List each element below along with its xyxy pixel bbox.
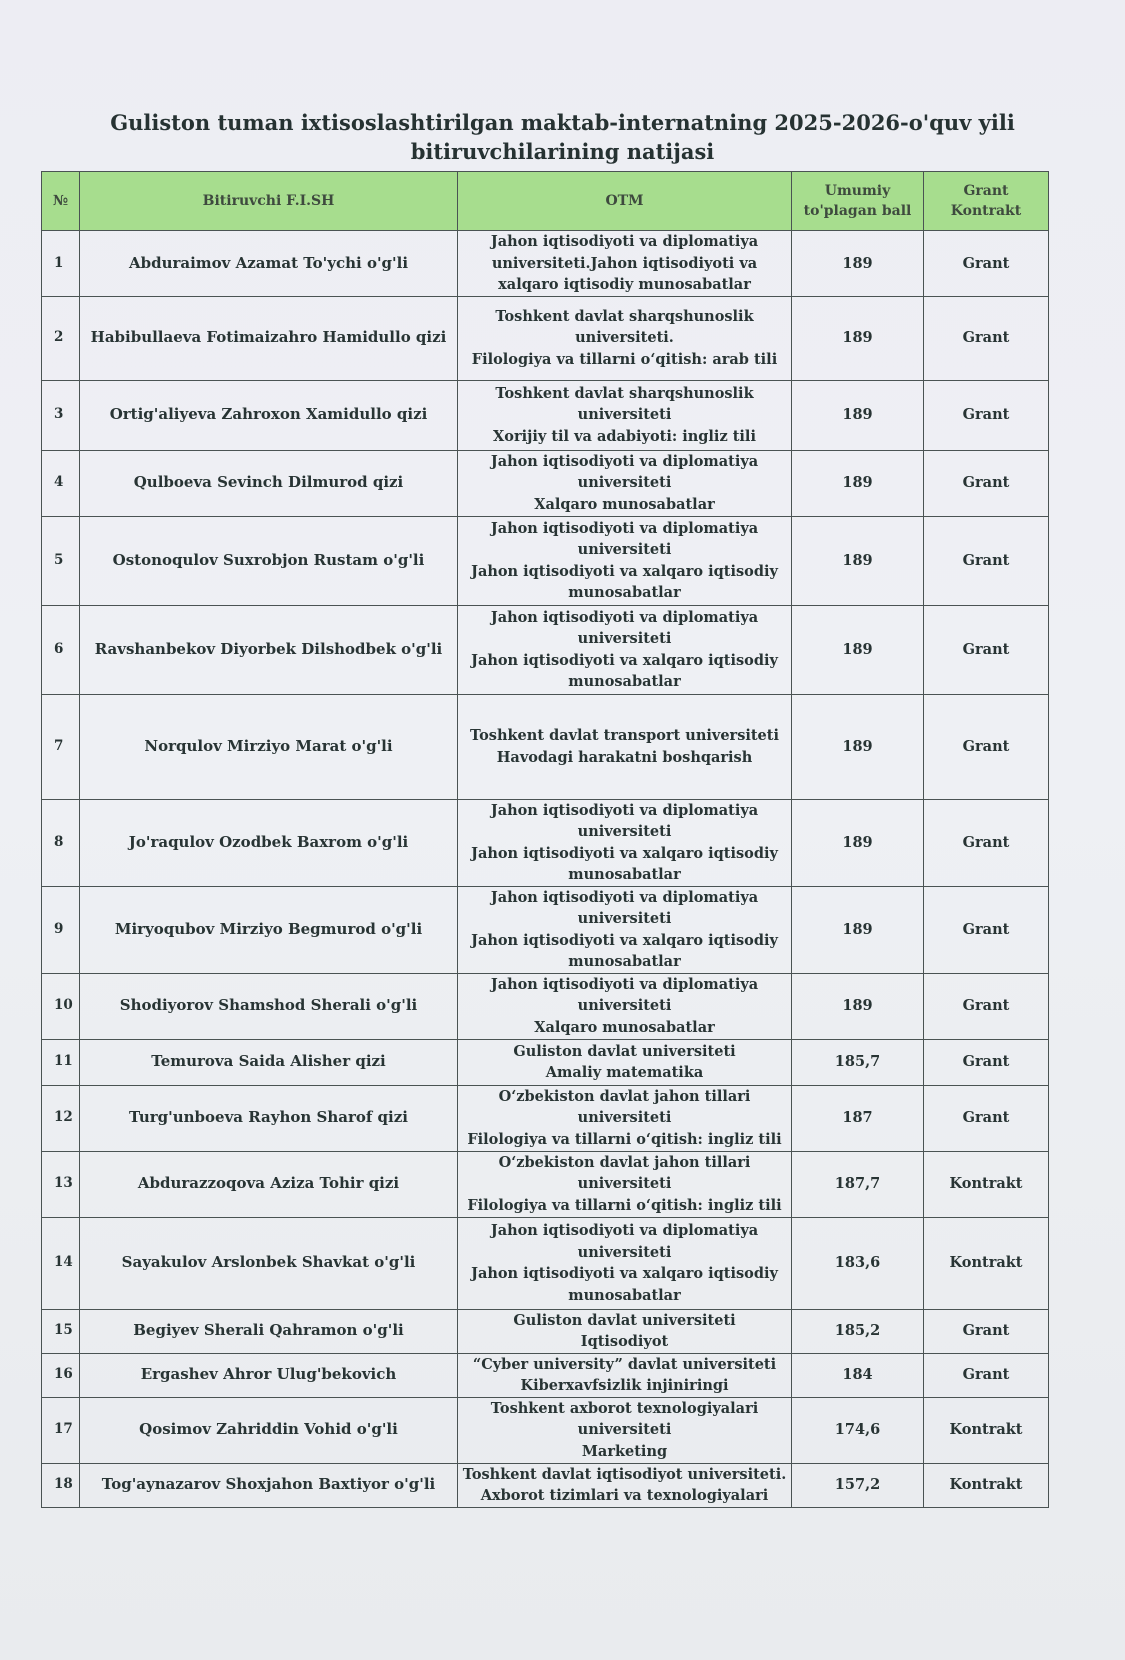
document-title-line-1: Guliston tuman ixtisoslashtirilgan maktab-internatning 2025-2026-o'quv yili [110, 110, 1015, 135]
admission-status: Grant [924, 694, 1049, 799]
admission-status: Grant [924, 296, 1049, 380]
score: 185,7 [792, 1039, 924, 1085]
admission-status: Grant [924, 1039, 1049, 1085]
row-number: 5 [42, 516, 80, 605]
graduate-name: Temurova Saida Alisher qizi [80, 1039, 458, 1085]
header-number: № [42, 172, 80, 231]
row-number: 13 [42, 1151, 80, 1217]
admission-status: Grant [924, 605, 1049, 694]
row-number: 4 [42, 450, 80, 516]
score: 189 [792, 973, 924, 1039]
table-row [42, 516, 1049, 605]
document-title [40, 108, 1085, 166]
graduate-name: Abdurazzoqova Aziza Tohir qizi [80, 1151, 458, 1217]
table-row [42, 1397, 1049, 1463]
score: 185,2 [792, 1309, 924, 1353]
table-row [42, 605, 1049, 694]
university-program: Toshkent davlat sharqshunoslik universiteti Xorijiy til va adabiyoti: ingliz tili [458, 380, 792, 450]
row-number: 1 [42, 231, 80, 297]
score: 189 [792, 516, 924, 605]
row-number: 14 [42, 1217, 80, 1309]
table-row [42, 694, 1049, 799]
graduate-name: Ravshanbekov Diyorbek Dilshodbek o'g'li [80, 605, 458, 694]
graduate-name: Tog'aynazarov Shoxjahon Baxtiyor o'g'li [80, 1463, 458, 1507]
university-program: “Cyber university” davlat universiteti Kiberxavfsizlik injiniringi [458, 1353, 792, 1397]
row-number: 7 [42, 694, 80, 799]
row-number: 11 [42, 1039, 80, 1085]
admission-status: Kontrakt [924, 1463, 1049, 1507]
admission-status: Grant [924, 380, 1049, 450]
score: 189 [792, 694, 924, 799]
table-row [42, 973, 1049, 1039]
graduate-name: Begiyev Sherali Qahramon o'g'li [80, 1309, 458, 1353]
graduate-name: Habibullaeva Fotimaizahro Hamidullo qizi [80, 296, 458, 380]
table-header-row [42, 172, 1049, 231]
score: 187,7 [792, 1151, 924, 1217]
row-number: 17 [42, 1397, 80, 1463]
table-row [42, 1353, 1049, 1397]
admission-status: Grant [924, 799, 1049, 886]
row-number: 3 [42, 380, 80, 450]
header-ball: Umumiy to'plagan ball [792, 172, 924, 231]
university-program: Jahon iqtisodiyoti va diplomatiya universiteti Jahon iqtisodiyoti va xalqaro iqtisodiy munosabatlar [458, 1217, 792, 1309]
university-program: O‘zbekiston davlat jahon tillari universiteti Filologiya va tillarni o‘qitish: ingliz tili [458, 1085, 792, 1151]
admission-status: Grant [924, 1085, 1049, 1151]
university-program: Jahon iqtisodiyoti va diplomatiya universiteti Jahon iqtisodiyoti va xalqaro iqtisodiy munosabatlar [458, 516, 792, 605]
graduate-name: Abduraimov Azamat To'ychi o'g'li [80, 231, 458, 297]
graduate-name: Qulboeva Sevinch Dilmurod qizi [80, 450, 458, 516]
score: 189 [792, 886, 924, 973]
document-title-line-2: bitiruvchilarining natijasi [410, 139, 715, 164]
table-row [42, 380, 1049, 450]
row-number: 18 [42, 1463, 80, 1507]
table-row [42, 1309, 1049, 1353]
score: 189 [792, 799, 924, 886]
row-number: 9 [42, 886, 80, 973]
graduate-name: Turg'unboeva Rayhon Sharof qizi [80, 1085, 458, 1151]
row-number: 10 [42, 973, 80, 1039]
header-otm: OTM [458, 172, 792, 231]
admission-status: Grant [924, 886, 1049, 973]
score: 189 [792, 231, 924, 297]
table-row [42, 1039, 1049, 1085]
results-table [41, 171, 1049, 1508]
table-row [42, 1085, 1049, 1151]
graduate-name: Qosimov Zahriddin Vohid o'g'li [80, 1397, 458, 1463]
university-program: Guliston davlat universiteti Iqtisodiyot [458, 1309, 792, 1353]
university-program: Jahon iqtisodiyoti va diplomatiya universiteti Xalqaro munosabatlar [458, 973, 792, 1039]
university-program: Jahon iqtisodiyoti va diplomatiya universiteti Xalqaro munosabatlar [458, 450, 792, 516]
table-row [42, 1463, 1049, 1507]
university-program: Toshkent axborot texnologiyalari universiteti Marketing [458, 1397, 792, 1463]
graduate-name: Jo'raqulov Ozodbek Baxrom o'g'li [80, 799, 458, 886]
university-program: Guliston davlat universiteti Amaliy matematika [458, 1039, 792, 1085]
score: 157,2 [792, 1463, 924, 1507]
table-row [42, 799, 1049, 886]
graduate-name: Ostonoqulov Suxrobjon Rustam o'g'li [80, 516, 458, 605]
admission-status: Grant [924, 1309, 1049, 1353]
row-number: 12 [42, 1085, 80, 1151]
admission-status: Grant [924, 450, 1049, 516]
university-program: Jahon iqtisodiyoti va diplomatiya universiteti Jahon iqtisodiyoti va xalqaro iqtisodiy munosabatlar [458, 605, 792, 694]
graduate-name: Norqulov Mirziyo Marat o'g'li [80, 694, 458, 799]
table-row [42, 231, 1049, 297]
score: 189 [792, 450, 924, 516]
table-body [42, 231, 1049, 1508]
row-number: 2 [42, 296, 80, 380]
graduate-name: Ergashev Ahror Ulug'bekovich [80, 1353, 458, 1397]
university-program: Jahon iqtisodiyoti va diplomatiya universiteti Jahon iqtisodiyoti va xalqaro iqtisodiy munosabatlar [458, 799, 792, 886]
score: 189 [792, 605, 924, 694]
row-number: 15 [42, 1309, 80, 1353]
graduate-name: Miryoqubov Mirziyo Begmurod o'g'li [80, 886, 458, 973]
university-program: Jahon iqtisodiyoti va diplomatiya universiteti Jahon iqtisodiyoti va xalqaro iqtisodiy munosabatlar [458, 886, 792, 973]
admission-status: Kontrakt [924, 1217, 1049, 1309]
table-row [42, 886, 1049, 973]
score: 189 [792, 380, 924, 450]
graduate-name: Ortig'aliyeva Zahroxon Xamidullo qizi [80, 380, 458, 450]
admission-status: Kontrakt [924, 1151, 1049, 1217]
score: 174,6 [792, 1397, 924, 1463]
university-program: Toshkent davlat transport universiteti Havodagi harakatni boshqarish [458, 694, 792, 799]
graduate-name: Sayakulov Arslonbek Shavkat o'g'li [80, 1217, 458, 1309]
header-status: Grant Kontrakt [924, 172, 1049, 231]
university-program: O‘zbekiston davlat jahon tillari universiteti Filologiya va tillarni o‘qitish: ingliz tili [458, 1151, 792, 1217]
table-row [42, 1151, 1049, 1217]
row-number: 6 [42, 605, 80, 694]
score: 189 [792, 296, 924, 380]
table-row [42, 450, 1049, 516]
admission-status: Grant [924, 516, 1049, 605]
university-program: Toshkent davlat sharqshunoslik universiteti. Filologiya va tillarni o‘qitish: arab tili [458, 296, 792, 380]
university-program: Toshkent davlat iqtisodiyot universiteti. Axborot tizimlari va texnologiyalari [458, 1463, 792, 1507]
graduate-name: Shodiyorov Shamshod Sherali o'g'li [80, 973, 458, 1039]
score: 187 [792, 1085, 924, 1151]
admission-status: Kontrakt [924, 1397, 1049, 1463]
table-row [42, 1217, 1049, 1309]
admission-status: Grant [924, 1353, 1049, 1397]
score: 183,6 [792, 1217, 924, 1309]
score: 184 [792, 1353, 924, 1397]
table-row [42, 296, 1049, 380]
row-number: 8 [42, 799, 80, 886]
row-number: 16 [42, 1353, 80, 1397]
admission-status: Grant [924, 973, 1049, 1039]
university-program: Jahon iqtisodiyoti va diplomatiya universiteti.Jahon iqtisodiyoti va xalqaro iqtisodiy munosabatlar [458, 231, 792, 297]
admission-status: Grant [924, 231, 1049, 297]
header-name: Bitiruvchi F.I.SH [80, 172, 458, 231]
